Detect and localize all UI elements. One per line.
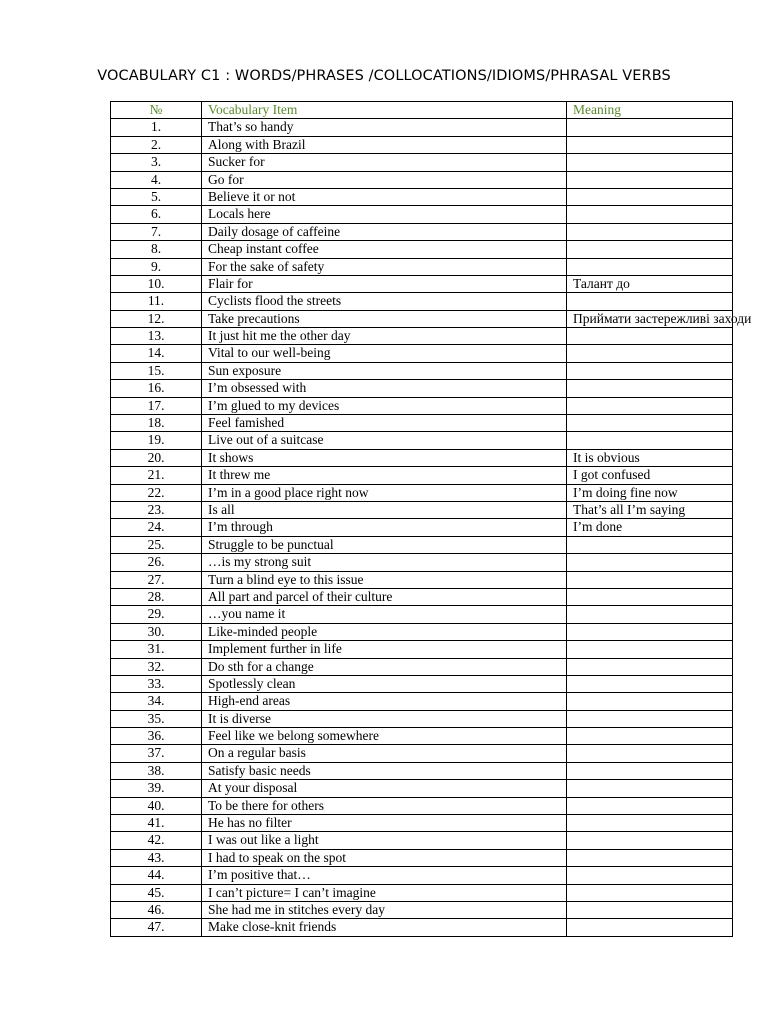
- table-row: [111, 136, 733, 153]
- row-meaning: [567, 415, 733, 432]
- row-number: 25.: [111, 536, 202, 553]
- row-vocabulary-item: I’m through: [202, 519, 567, 536]
- row-meaning: [567, 154, 733, 171]
- row-number: 4.: [111, 171, 202, 188]
- row-meaning: [567, 136, 733, 153]
- table-row: [111, 467, 733, 484]
- row-vocabulary-item: …is my strong suit: [202, 554, 567, 571]
- row-vocabulary-item: It shows: [202, 449, 567, 466]
- row-vocabulary-item: At your disposal: [202, 780, 567, 797]
- row-number: 39.: [111, 780, 202, 797]
- table-row: [111, 675, 733, 692]
- table-row: [111, 171, 733, 188]
- row-vocabulary-item: Take precautions: [202, 310, 567, 327]
- row-vocabulary-item: Spotlessly clean: [202, 675, 567, 692]
- table-row: [111, 275, 733, 292]
- table-row: [111, 901, 733, 918]
- row-vocabulary-item: Struggle to be punctual: [202, 536, 567, 553]
- row-number: 47.: [111, 919, 202, 936]
- row-vocabulary-item: Cyclists flood the streets: [202, 293, 567, 310]
- row-vocabulary-item: Feel like we belong somewhere: [202, 728, 567, 745]
- row-meaning: [567, 397, 733, 414]
- table-row: [111, 849, 733, 866]
- row-vocabulary-item: To be there for others: [202, 797, 567, 814]
- row-vocabulary-item: Daily dosage of caffeine: [202, 223, 567, 240]
- row-number: 12.: [111, 310, 202, 327]
- row-vocabulary-item: I’m obsessed with: [202, 380, 567, 397]
- table-row: [111, 519, 733, 536]
- row-vocabulary-item: Along with Brazil: [202, 136, 567, 153]
- row-meaning: [567, 432, 733, 449]
- row-vocabulary-item: That’s so handy: [202, 119, 567, 136]
- row-meaning: [567, 223, 733, 240]
- table-row: [111, 432, 733, 449]
- row-vocabulary-item: Is all: [202, 501, 567, 518]
- table-row: [111, 362, 733, 379]
- row-meaning: [567, 780, 733, 797]
- row-number: 10.: [111, 275, 202, 292]
- table-row: [111, 397, 733, 414]
- row-number: 22.: [111, 484, 202, 501]
- row-vocabulary-item: Flair for: [202, 275, 567, 292]
- row-number: 15.: [111, 362, 202, 379]
- row-vocabulary-item: It just hit me the other day: [202, 328, 567, 345]
- row-vocabulary-item: It is diverse: [202, 710, 567, 727]
- table-row: [111, 449, 733, 466]
- row-meaning: [567, 119, 733, 136]
- table-row: [111, 380, 733, 397]
- row-vocabulary-item: Make close-knit friends: [202, 919, 567, 936]
- page-title: VOCABULARY C1 : WORDS/PHRASES /COLLOCATIONS/IDIOMS/PHRASAL VERBS: [97, 68, 671, 84]
- row-vocabulary-item: Feel famished: [202, 415, 567, 432]
- row-number: 27.: [111, 571, 202, 588]
- row-meaning: [567, 554, 733, 571]
- row-number: 45.: [111, 884, 202, 901]
- row-number: 46.: [111, 901, 202, 918]
- row-meaning: [567, 588, 733, 605]
- row-meaning: It is obvious: [567, 449, 733, 466]
- row-vocabulary-item: He has no filter: [202, 815, 567, 832]
- row-number: 44.: [111, 867, 202, 884]
- table-row: [111, 623, 733, 640]
- row-meaning: [567, 258, 733, 275]
- row-vocabulary-item: Locals here: [202, 206, 567, 223]
- table-row: [111, 415, 733, 432]
- row-number: 35.: [111, 710, 202, 727]
- table-row: [111, 606, 733, 623]
- table-body: [111, 119, 752, 936]
- table-row: [111, 119, 733, 136]
- table-row: [111, 223, 733, 240]
- row-meaning: [567, 815, 733, 832]
- row-meaning: [567, 884, 733, 901]
- row-number: 18.: [111, 415, 202, 432]
- table-row: [111, 815, 733, 832]
- row-meaning: [567, 380, 733, 397]
- row-meaning: [567, 797, 733, 814]
- table-header-row: [111, 102, 733, 119]
- row-vocabulary-item: Sucker for: [202, 154, 567, 171]
- row-vocabulary-item: Believe it or not: [202, 188, 567, 205]
- row-meaning: That’s all I’m saying: [567, 501, 733, 518]
- row-number: 37.: [111, 745, 202, 762]
- row-meaning: [567, 919, 733, 936]
- table-row: [111, 501, 733, 518]
- table-row: [111, 554, 733, 571]
- row-vocabulary-item: On a regular basis: [202, 745, 567, 762]
- table-row: [111, 310, 733, 327]
- row-meaning: [567, 293, 733, 310]
- column-header-meaning: Meaning: [567, 102, 733, 119]
- row-number: 17.: [111, 397, 202, 414]
- row-vocabulary-item: Vital to our well-being: [202, 345, 567, 362]
- table-row: [111, 745, 733, 762]
- row-meaning: I got confused: [567, 467, 733, 484]
- row-vocabulary-item: …you name it: [202, 606, 567, 623]
- table-row: [111, 345, 733, 362]
- row-meaning: [567, 849, 733, 866]
- row-vocabulary-item: Go for: [202, 171, 567, 188]
- row-vocabulary-item: Implement further in life: [202, 641, 567, 658]
- row-meaning: Талант до: [567, 275, 733, 292]
- row-vocabulary-item: She had me in stitches every day: [202, 901, 567, 918]
- row-vocabulary-item: I’m glued to my devices: [202, 397, 567, 414]
- row-number: 1.: [111, 119, 202, 136]
- row-number: 9.: [111, 258, 202, 275]
- row-meaning: I’m done: [567, 519, 733, 536]
- row-vocabulary-item: Cheap instant coffee: [202, 241, 567, 258]
- row-meaning: [567, 171, 733, 188]
- row-meaning: [567, 658, 733, 675]
- row-number: 38.: [111, 762, 202, 779]
- row-vocabulary-item: I was out like a light: [202, 832, 567, 849]
- row-meaning: [567, 745, 733, 762]
- table-row: [111, 658, 733, 675]
- row-vocabulary-item: It threw me: [202, 467, 567, 484]
- row-meaning: [567, 606, 733, 623]
- table-row: [111, 293, 733, 310]
- row-vocabulary-item: Turn a blind eye to this issue: [202, 571, 567, 588]
- row-vocabulary-item: For the sake of safety: [202, 258, 567, 275]
- table-row: [111, 693, 733, 710]
- row-meaning: [567, 188, 733, 205]
- table-row: [111, 188, 733, 205]
- row-number: 3.: [111, 154, 202, 171]
- table-row: [111, 484, 733, 501]
- row-number: 2.: [111, 136, 202, 153]
- table-row: [111, 258, 733, 275]
- table-row: [111, 241, 733, 258]
- row-meaning: [567, 867, 733, 884]
- row-vocabulary-item: Satisfy basic needs: [202, 762, 567, 779]
- table-row: [111, 867, 733, 884]
- column-header-number: №: [111, 102, 202, 119]
- row-number: 20.: [111, 449, 202, 466]
- row-vocabulary-item: Sun exposure: [202, 362, 567, 379]
- table-row: [111, 154, 733, 171]
- row-meaning: Приймати застережливі заходи: [567, 310, 733, 327]
- table-row: [111, 571, 733, 588]
- row-meaning: [567, 901, 733, 918]
- row-meaning: [567, 241, 733, 258]
- row-number: 16.: [111, 380, 202, 397]
- row-meaning: [567, 362, 733, 379]
- table-row: [111, 536, 733, 553]
- row-vocabulary-item: All part and parcel of their culture: [202, 588, 567, 605]
- row-vocabulary-item: I’m positive that…: [202, 867, 567, 884]
- table-row: [111, 762, 733, 779]
- row-vocabulary-item: Like-minded people: [202, 623, 567, 640]
- row-number: 32.: [111, 658, 202, 675]
- row-number: 42.: [111, 832, 202, 849]
- row-number: 23.: [111, 501, 202, 518]
- row-meaning: [567, 762, 733, 779]
- table-row: [111, 832, 733, 849]
- row-number: 5.: [111, 188, 202, 205]
- table-row: [111, 884, 733, 901]
- row-vocabulary-item: Live out of a suitcase: [202, 432, 567, 449]
- row-meaning: [567, 728, 733, 745]
- row-meaning: [567, 571, 733, 588]
- vocabulary-table: [110, 101, 752, 937]
- row-vocabulary-item: Do sth for a change: [202, 658, 567, 675]
- row-meaning: I’m doing fine now: [567, 484, 733, 501]
- row-number: 8.: [111, 241, 202, 258]
- row-meaning: [567, 693, 733, 710]
- row-number: 19.: [111, 432, 202, 449]
- row-meaning: [567, 675, 733, 692]
- row-meaning: [567, 536, 733, 553]
- row-number: 21.: [111, 467, 202, 484]
- row-number: 31.: [111, 641, 202, 658]
- row-number: 24.: [111, 519, 202, 536]
- row-meaning: [567, 641, 733, 658]
- column-header-vocabulary-item: Vocabulary Item: [202, 102, 567, 119]
- row-number: 26.: [111, 554, 202, 571]
- row-number: 6.: [111, 206, 202, 223]
- row-number: 11.: [111, 293, 202, 310]
- table-row: [111, 328, 733, 345]
- row-number: 14.: [111, 345, 202, 362]
- row-meaning: [567, 710, 733, 727]
- row-meaning: [567, 328, 733, 345]
- table-row: [111, 797, 733, 814]
- row-vocabulary-item: I’m in a good place right now: [202, 484, 567, 501]
- row-number: 40.: [111, 797, 202, 814]
- row-number: 43.: [111, 849, 202, 866]
- row-number: 36.: [111, 728, 202, 745]
- row-number: 34.: [111, 693, 202, 710]
- row-meaning: [567, 345, 733, 362]
- row-number: 13.: [111, 328, 202, 345]
- table-row: [111, 206, 733, 223]
- row-number: 29.: [111, 606, 202, 623]
- row-meaning: [567, 206, 733, 223]
- row-number: 28.: [111, 588, 202, 605]
- row-number: 30.: [111, 623, 202, 640]
- table-row: [111, 641, 733, 658]
- row-number: 33.: [111, 675, 202, 692]
- row-meaning: [567, 832, 733, 849]
- row-meaning: [567, 623, 733, 640]
- row-number: 7.: [111, 223, 202, 240]
- table-row: [111, 919, 733, 936]
- table-row: [111, 710, 733, 727]
- table-row: [111, 588, 733, 605]
- table-row: [111, 728, 733, 745]
- row-number: 41.: [111, 815, 202, 832]
- row-vocabulary-item: I had to speak on the spot: [202, 849, 567, 866]
- row-vocabulary-item: High-end areas: [202, 693, 567, 710]
- table-row: [111, 780, 733, 797]
- row-vocabulary-item: I can’t picture= I can’t imagine: [202, 884, 567, 901]
